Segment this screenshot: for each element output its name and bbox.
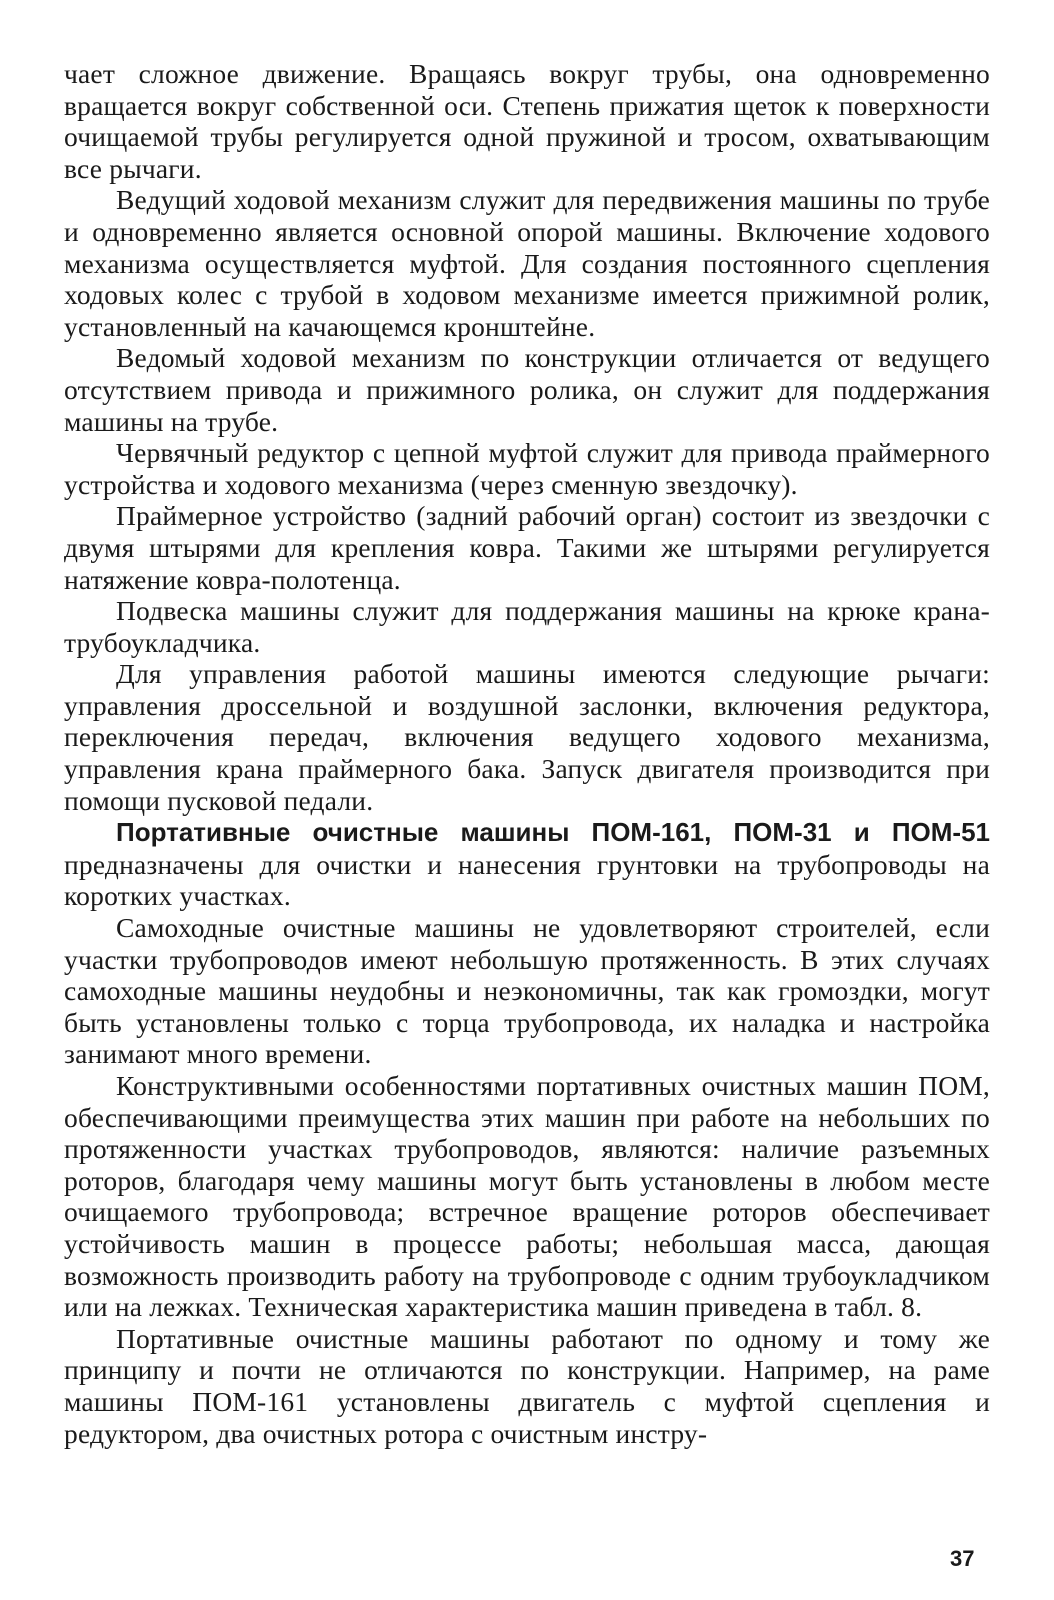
page-body bbox=[64, 58, 990, 1449]
paragraph-8-text: предназначены для очистки и нанесения грунтовки на трубопроводы на коротких участках. bbox=[64, 848, 990, 912]
paragraph-7: Для управления работой машины имеются следующие рычаги: управления дроссельной и воздушной заслонки, включения редуктора, переключения передач, включения ведущего ходового механизма, управления крана праймерного бака. Запуск двигателя производится при помощи пусковой педали. bbox=[64, 658, 990, 816]
paragraph-6: Подвеска машины служит для поддержания машины на крюке крана-трубоукладчика. bbox=[64, 595, 990, 658]
paragraph-4: Червячный редуктор с цепной муфтой служит для привода праймерного устройства и ходового механизма (через сменную звездочку). bbox=[64, 437, 990, 500]
paragraph-3: Ведомый ходовой механизм по конструкции отличается от ведущего отсутствием привода и прижимного ролика, он служит для поддержания машины на трубе. bbox=[64, 342, 990, 437]
bold-heading: Портативные очистные машины ПОМ-161, ПОМ-31 и ПОМ-51 bbox=[116, 817, 990, 848]
paragraph-9: Самоходные очистные машины не удовлетворяют строителей, если участки трубопроводов имеют небольшую протяженность. В этих случаях самоходные машины неудобны и неэкономичны, так как громоздки, могут быть установлены только с торца трубопровода, их наладка и настройка занимают много времени. bbox=[64, 912, 990, 1070]
paragraph-5: Праймерное устройство (задний рабочий орган) состоит из звездочки с двумя штырями для крепления ковра. Такими же штырями регулируется натяжение ковра-полотенца. bbox=[64, 500, 990, 595]
paragraph-2: Ведущий ходовой механизм служит для передвижения машины по трубе и одновременно является основной опорой машины. Включение ходового механизма осуществляется муфтой. Для создания постоянного сцепления ходовых колес с трубой в ходовом механизме имеется прижимной ролик, установленный на качающемся кронштейне. bbox=[64, 184, 990, 342]
paragraph-10: Конструктивными особенностями портативных очистных машин ПОМ, обеспечивающими преимущества этих машин при работе на небольших по протяженности участках трубопроводов, являются: наличие разъемных роторов, благодаря чему машины могут быть установлены в любом месте очищаемого трубопровода; встречное вращение роторов обеспечивает устойчивость машин в процессе работы; небольшая масса, дающая возможность производить работу на трубопроводе с одним трубоукладчиком или на лежках. Техническая характеристика машин приведена в табл. 8. bbox=[64, 1070, 990, 1323]
page-number: 37 bbox=[950, 1546, 975, 1571]
paragraph-1: чает сложное движение. Вращаясь вокруг трубы, она одновременно вращается вокруг собственной оси. Степень прижатия щеток к поверхности очищаемой трубы регулируется одной пружиной и тросом, охватывающим все рычаги. bbox=[64, 58, 990, 184]
paragraph-8 bbox=[64, 816, 990, 912]
paragraph-11: Портативные очистные машины работают по одному и тому же принципу и почти не отличаются по конструкции. Например, на раме машины ПОМ-161 установлены двигатель с муфтой сцепления и редуктором, два очистных ротора с очистным инстру- bbox=[64, 1322, 990, 1449]
